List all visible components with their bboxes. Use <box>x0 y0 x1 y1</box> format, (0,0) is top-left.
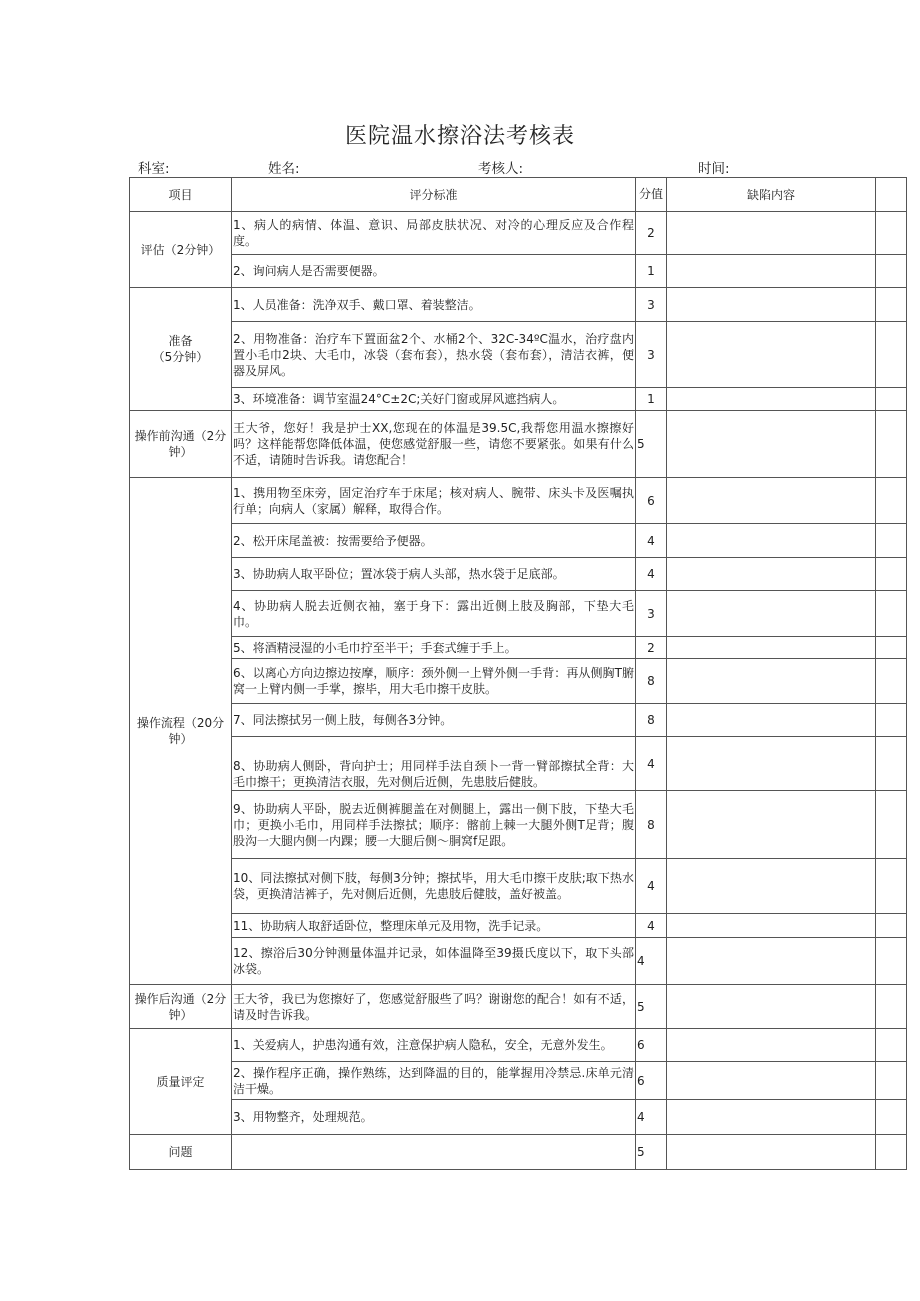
defect-cell <box>667 914 876 938</box>
assessment-table <box>129 177 907 1170</box>
defect-cell <box>667 591 876 637</box>
extra-cell <box>876 637 907 659</box>
score-cell: 5 <box>636 985 667 1029</box>
table-row <box>130 411 907 478</box>
time-label: 时间: <box>698 161 730 177</box>
table-row <box>130 1062 907 1100</box>
criteria-cell: 10、同法擦拭对侧下肢，每侧3分钟；擦拭毕，用大毛巾擦干皮肤;取下热水袋，更换清洁裤子，先对侧后近侧，先患肢后健肢，盖好被盖。 <box>232 859 636 914</box>
table-row <box>130 212 907 255</box>
table-row <box>130 1029 907 1062</box>
criteria-cell: 1、关爱病人，护患沟通有效，注意保护病人隐私，安全，无意外发生。 <box>232 1029 636 1062</box>
criteria-cell: 2、操作程序正确，操作熟练，达到降温的目的，能掌握用冷禁忌.床单元清洁干燥。 <box>232 1062 636 1100</box>
extra-cell <box>876 985 907 1029</box>
defect-cell <box>667 558 876 591</box>
category-cell: 操作后沟通（2分钟） <box>130 985 232 1029</box>
table-row <box>130 914 907 938</box>
score-cell: 1 <box>636 388 667 411</box>
table-row <box>130 938 907 985</box>
table-row <box>130 859 907 914</box>
extra-cell <box>876 178 907 212</box>
extra-cell <box>876 1135 907 1170</box>
table-row <box>130 288 907 322</box>
criteria-cell: 2、松开床尾盖被：按需要给予便器。 <box>232 524 636 558</box>
score-cell: 4 <box>636 859 667 914</box>
defect-cell <box>667 1029 876 1062</box>
criteria-cell: 2、询问病人是否需要便器。 <box>232 255 636 288</box>
table-row <box>130 558 907 591</box>
criteria-cell <box>232 1135 636 1170</box>
table-row <box>130 388 907 411</box>
score-cell: 4 <box>636 524 667 558</box>
criteria-cell: 6、以离心方向边擦边按摩，顺序：颈外侧一上臂外侧一手背：再从侧胸T腑窝一上臂内侧一手掌，擦毕，用大毛巾擦干皮肤。 <box>232 659 636 704</box>
score-cell: 8 <box>636 704 667 737</box>
defect-cell <box>667 859 876 914</box>
extra-cell <box>876 659 907 704</box>
criteria-cell: 2、用物准备：治疗车下置面盆2个、水桶2个、32C-34ºC温水，治疗盘内置小毛巾2块、大毛巾，冰袋（套布套），热水袋（套布套），清洁衣裤，便器及屏风。 <box>232 322 636 388</box>
score-cell: 8 <box>636 791 667 859</box>
extra-cell <box>876 1100 907 1135</box>
score-cell: 6 <box>636 478 667 524</box>
criteria-cell: 3、协助病人取平卧位；置冰袋于病人头部，热水袋于足底部。 <box>232 558 636 591</box>
criteria-cell: 9、协助病人平卧，脱去近侧裤腿盖在对侧腿上，露出一侧下肢，下垫大毛巾；更换小毛巾，用同样手法擦拭；顺序：髂前上棘一大腿外侧T足背；腹股沟一大腿内侧一内踝；腰一大腿后侧～胴窝f足跟。 <box>232 791 636 859</box>
criteria-cell: 11、协助病人取舒适卧位，整理床单元及用物，洗手记录。 <box>232 914 636 938</box>
score-cell: 3 <box>636 288 667 322</box>
defect-cell <box>667 478 876 524</box>
page-title: 医院温水擦浴法考核表 <box>344 124 575 149</box>
defect-cell <box>667 411 876 478</box>
department-label: 科室: <box>138 161 170 177</box>
defect-cell <box>667 704 876 737</box>
defect-cell <box>667 791 876 859</box>
defect-cell <box>667 524 876 558</box>
table-row <box>130 637 907 659</box>
criteria-cell: 王大爷，您好！我是护士XX,您现在的体温是39.5C,我帮您用温水擦擦好吗？这样能帮您降低体温，使您感觉舒服一些，请您不要紧张。如果有什么不适，请随时告诉我。请您配合！ <box>232 411 636 478</box>
table-row <box>130 478 907 524</box>
category-cell: 操作流程（20分钟） <box>130 478 232 985</box>
table-row <box>130 1100 907 1135</box>
table-row <box>130 255 907 288</box>
criteria-cell: 12、擦浴后30分钟测量体温并记录，如体温降至39摄氏度以下，取下头部冰袋。 <box>232 938 636 985</box>
score-cell: 4 <box>636 938 667 985</box>
defect-cell <box>667 938 876 985</box>
table-row <box>130 591 907 637</box>
category-cell: 问题 <box>130 1135 232 1170</box>
score-cell: 4 <box>636 1100 667 1135</box>
category-cell: 质量评定 <box>130 1029 232 1135</box>
score-cell: 3 <box>636 591 667 637</box>
score-cell: 2 <box>636 637 667 659</box>
score-cell: 5 <box>636 1135 667 1170</box>
name-label: 姓名: <box>268 161 300 177</box>
criteria-cell: 1、携用物至床旁，固定治疗车于床尾；核对病人、腕带、床头卡及医嘱执行单；向病人（家属）解释，取得合作。 <box>232 478 636 524</box>
examiner-label: 考核人: <box>478 161 524 177</box>
criteria-cell: 1、病人的病情、体温、意识、局部皮肤状况、对冷的心理反应及合作程度。 <box>232 212 636 255</box>
score-cell: 4 <box>636 914 667 938</box>
extra-cell <box>876 914 907 938</box>
score-cell: 2 <box>636 212 667 255</box>
extra-cell <box>876 591 907 637</box>
defect-cell <box>667 1062 876 1100</box>
defect-cell <box>667 985 876 1029</box>
criteria-cell: 王大爷，我已为您擦好了，您感觉舒服些了吗？谢谢您的配合！如有不适，请及时告诉我。 <box>232 985 636 1029</box>
score-cell: 6 <box>636 1029 667 1062</box>
table-row <box>130 524 907 558</box>
criteria-cell: 4、协助病人脱去近侧衣袖，塞于身下：露出近侧上肢及胸部，下垫大毛巾。 <box>232 591 636 637</box>
defect-cell <box>667 1135 876 1170</box>
category-cell: 准备 （5分钟） <box>130 288 232 411</box>
header-item: 项目 <box>130 178 232 212</box>
score-cell: 8 <box>636 659 667 704</box>
criteria-cell: 8、协助病人侧卧，背向护士；用同样手法自颈卜一背一臂部擦拭全背：大毛巾擦干；更换清洁衣服，先对侧后近侧，先患肢后健肢。 <box>232 737 636 791</box>
score-cell: 3 <box>636 322 667 388</box>
score-cell: 6 <box>636 1062 667 1100</box>
extra-cell <box>876 791 907 859</box>
extra-cell <box>876 1029 907 1062</box>
header-defects: 缺陷内容 <box>667 178 876 212</box>
score-cell: 1 <box>636 255 667 288</box>
table-row <box>130 322 907 388</box>
table-row <box>130 1135 907 1170</box>
defect-cell <box>667 388 876 411</box>
score-cell: 5 <box>636 411 667 478</box>
defect-cell <box>667 1100 876 1135</box>
defect-cell <box>667 255 876 288</box>
header-row <box>130 178 907 212</box>
extra-cell <box>876 288 907 322</box>
table-row <box>130 737 907 791</box>
header-criteria: 评分标准 <box>232 178 636 212</box>
criteria-cell: 7、同法擦拭另一侧上肢，每侧各3分钟。 <box>232 704 636 737</box>
table-row <box>130 791 907 859</box>
criteria-cell: 1、人员准备：洗净双手、戴口罩、着装整洁。 <box>232 288 636 322</box>
extra-cell <box>876 388 907 411</box>
defect-cell <box>667 659 876 704</box>
defect-cell <box>667 288 876 322</box>
defect-cell <box>667 737 876 791</box>
extra-cell <box>876 411 907 478</box>
extra-cell <box>876 212 907 255</box>
criteria-cell: 3、环境准备：调节室温24°C±2C;关好门窗或屏风遮挡病人。 <box>232 388 636 411</box>
category-cell: 操作前沟通（2分钟） <box>130 411 232 478</box>
extra-cell <box>876 737 907 791</box>
extra-cell <box>876 322 907 388</box>
score-cell: 4 <box>636 737 667 791</box>
defect-cell <box>667 212 876 255</box>
table-row <box>130 659 907 704</box>
table-row <box>130 704 907 737</box>
defect-cell <box>667 322 876 388</box>
extra-cell <box>876 938 907 985</box>
table-row <box>130 985 907 1029</box>
defect-cell <box>667 637 876 659</box>
category-cell: 评估（2分钟） <box>130 212 232 288</box>
extra-cell <box>876 255 907 288</box>
criteria-cell: 5、将酒精浸湿的小毛巾拧至半干；手套式缠于手上。 <box>232 637 636 659</box>
score-cell: 4 <box>636 558 667 591</box>
extra-cell <box>876 704 907 737</box>
extra-cell <box>876 478 907 524</box>
header-score: 分值 <box>636 178 667 212</box>
extra-cell <box>876 1062 907 1100</box>
extra-cell <box>876 558 907 591</box>
criteria-cell: 3、用物整齐，处理规范。 <box>232 1100 636 1135</box>
extra-cell <box>876 859 907 914</box>
extra-cell <box>876 524 907 558</box>
